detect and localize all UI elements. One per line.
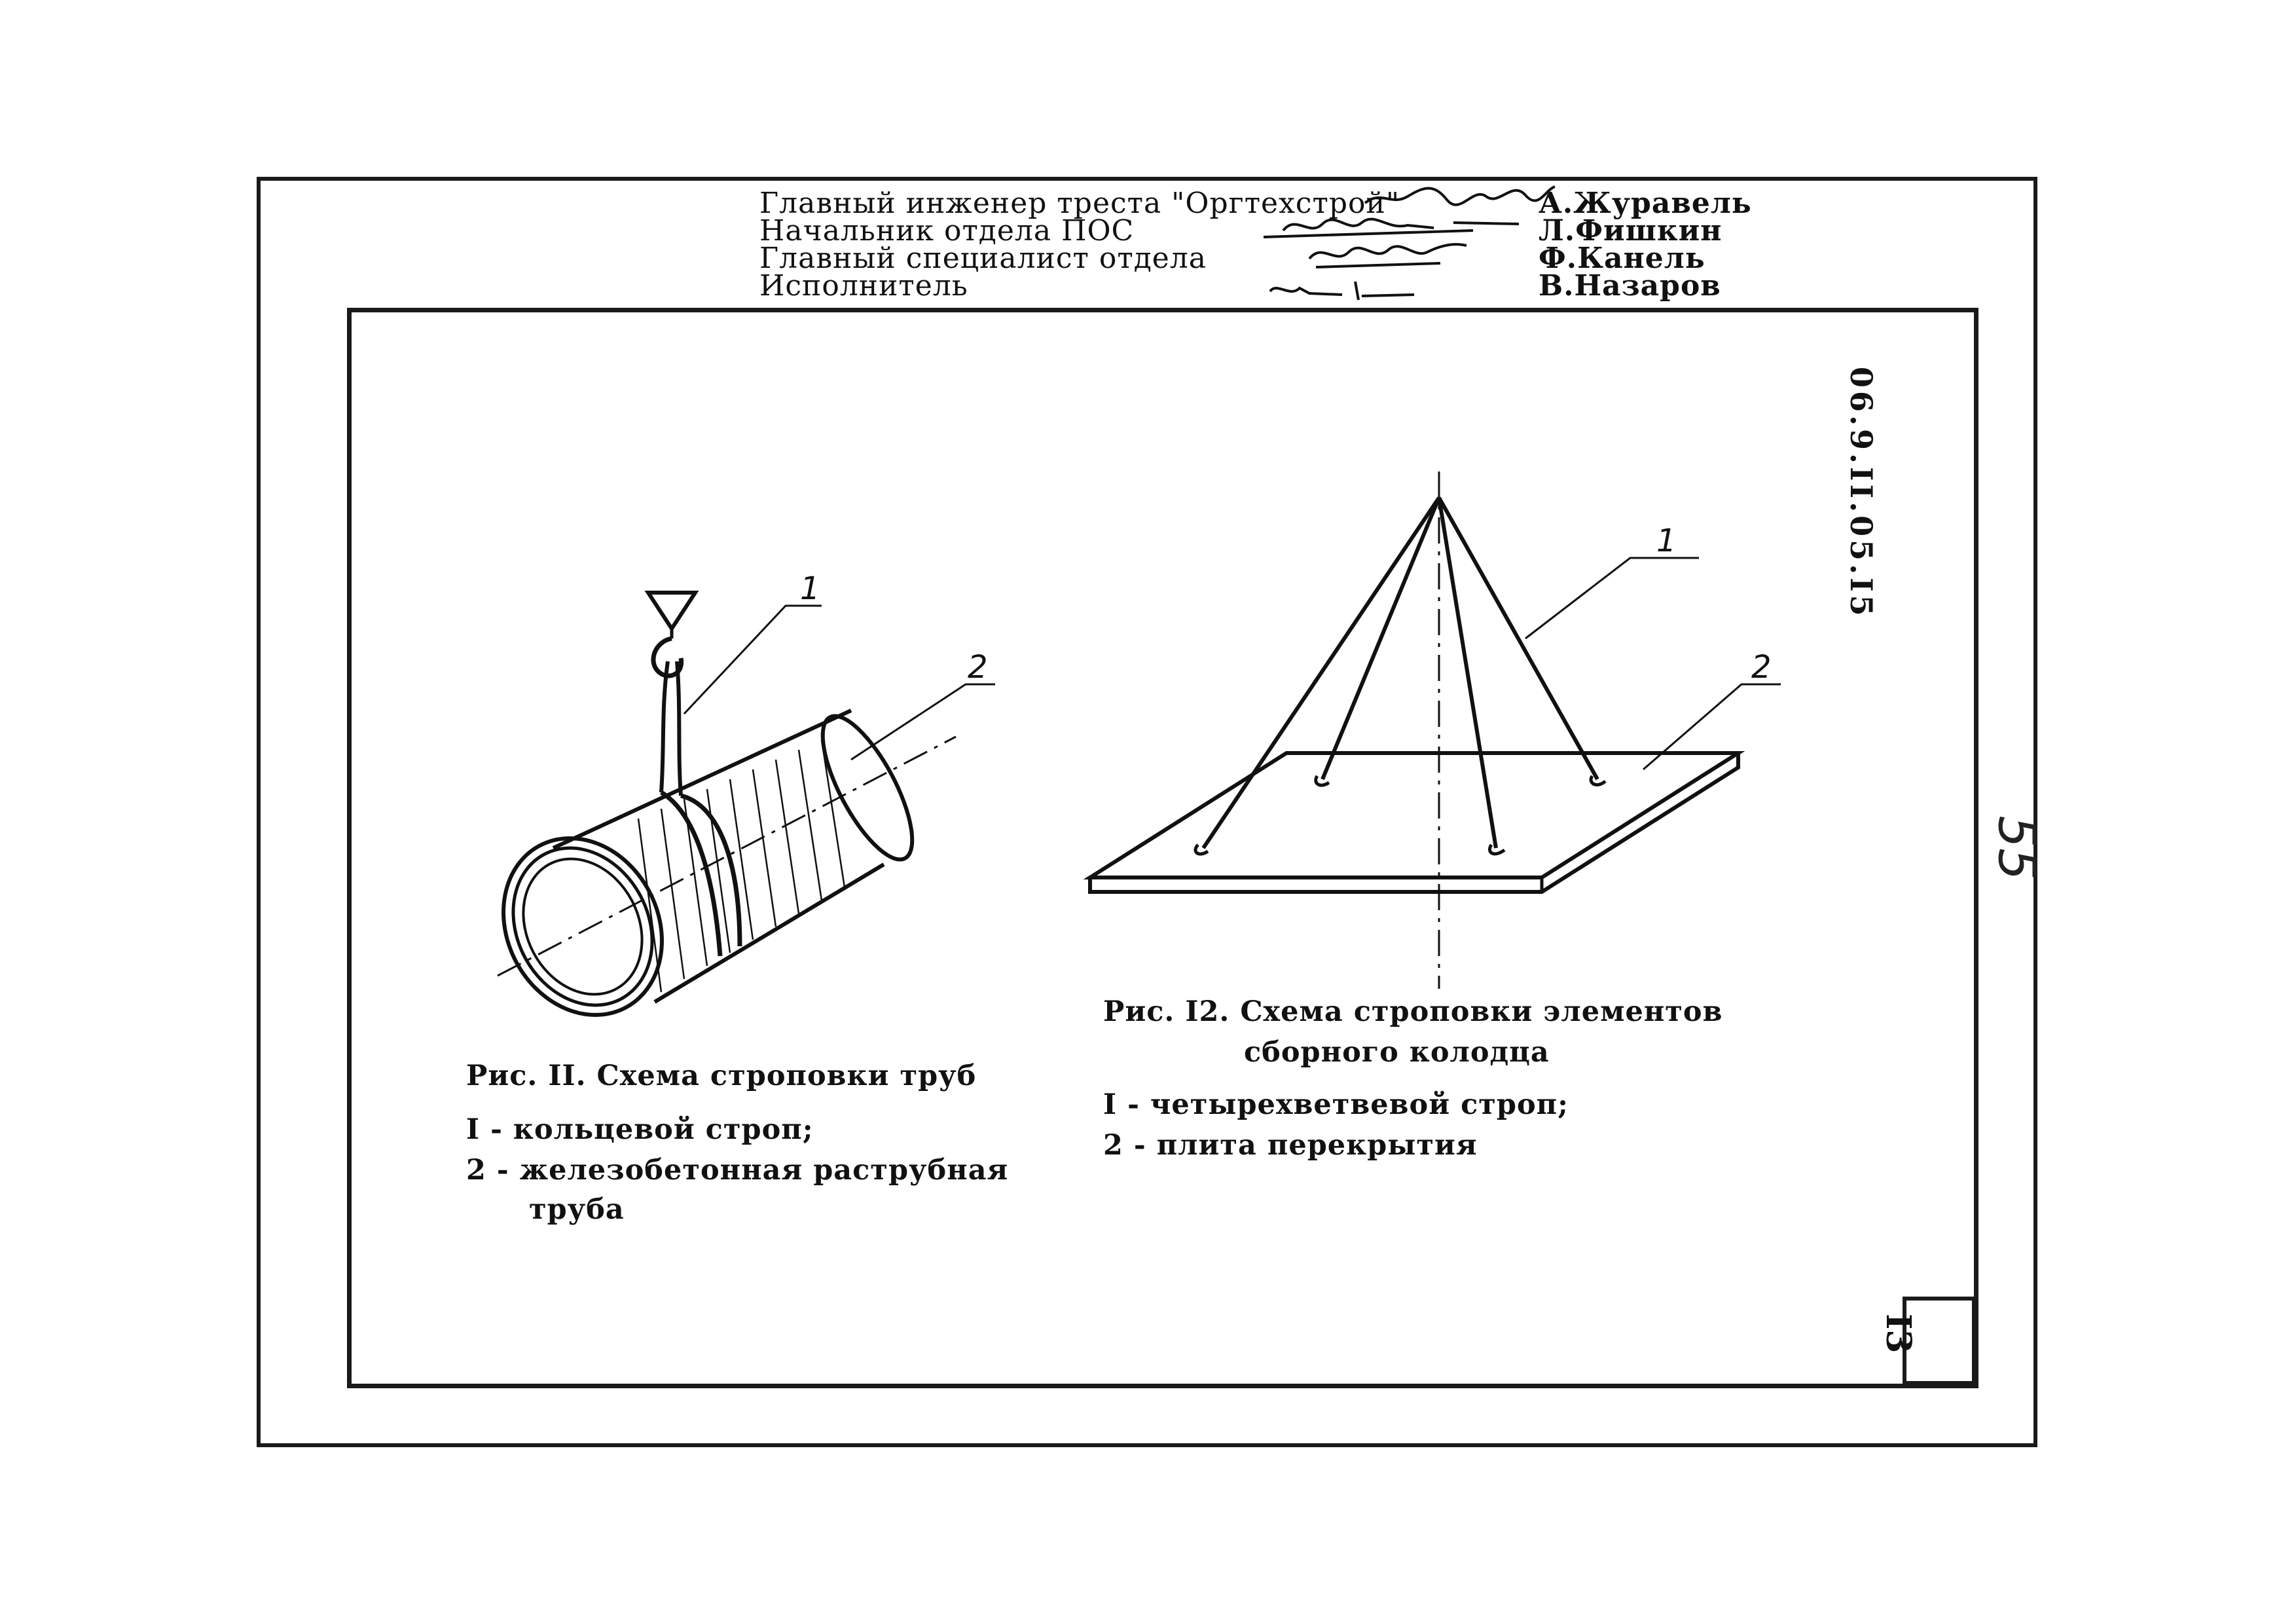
figure11-legend-2: 2 - железобетонная раструбная — [466, 1154, 1009, 1187]
handwritten-sheet-number: 55 — [1986, 815, 2046, 881]
figure12-caption-continued: сборного колодца — [1244, 1036, 1550, 1069]
document-code: 06.9.II.05.I5 — [1844, 367, 1879, 619]
figure12-legend-1: I - четырехветвевой строп; — [1103, 1088, 1569, 1121]
approval-name: А.Журавель — [1539, 187, 1752, 220]
pipe-drawing — [473, 593, 995, 1043]
figure11-legend-2-continued: труба — [529, 1193, 625, 1226]
approval-role: Главный инженер треста "Оргтехстрой" — [759, 187, 1400, 220]
figure12-caption: Рис. I2. Схема строповки элементов — [1103, 995, 1723, 1028]
page-number: I3 — [1878, 1314, 1918, 1354]
approval-role: Исполнитель — [759, 269, 968, 303]
figure11-legend-1: I - кольцевой строп; — [466, 1113, 814, 1146]
figure12-callout-2: 2 — [1751, 649, 1772, 686]
approval-role: Главный специалист отдела — [759, 242, 1207, 275]
crane-hook-top-icon — [648, 593, 695, 629]
approval-name: Ф.Канель — [1539, 242, 1705, 275]
figure12-legend-2: 2 - плита перекрытия — [1103, 1129, 1478, 1162]
figure12-callout-1: 1 — [1656, 523, 1677, 559]
slab-drawing — [1090, 471, 1781, 989]
figure11-caption: Рис. II. Схема строповки труб — [466, 1060, 977, 1092]
figure11-callout-1: 1 — [800, 570, 820, 607]
approval-name: В.Назаров — [1539, 269, 1721, 303]
figure11-callout-2: 2 — [968, 649, 988, 686]
approval-name: Л.Фишкин — [1539, 214, 1722, 248]
approval-role: Начальник отдела ПОС — [759, 214, 1135, 248]
